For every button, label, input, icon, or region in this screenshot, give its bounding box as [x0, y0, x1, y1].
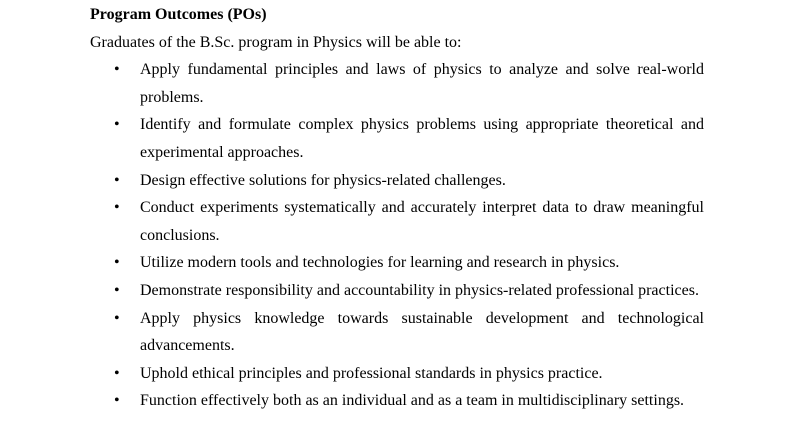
outcome-text: Apply physics knowledge towards sustainable development and technological advancements. [140, 309, 704, 355]
bullet-icon: • [114, 254, 120, 272]
outcome-item [90, 249, 704, 277]
outcome-text: Design effective solutions for physics-related challenges. [140, 171, 506, 189]
bullet-icon: • [114, 364, 120, 382]
outcome-text: Demonstrate responsibility and accountability in physics-related professional practices. [140, 281, 699, 299]
outcome-item [90, 305, 704, 360]
outcome-text: Function effectively both as an individual and as a team in multidisciplinary settings. [140, 392, 685, 410]
outcome-item [90, 111, 704, 166]
outcome-item [90, 167, 704, 195]
outcome-text: Apply fundamental principles and laws of physics to analyze and solve real-world problems. [140, 61, 704, 106]
outcome-item [90, 277, 704, 305]
intro-paragraph: Graduates of the B.Sc. program in Physics will be able to: [90, 33, 462, 51]
bullet-icon: • [114, 392, 120, 410]
outcome-item [90, 194, 704, 249]
section-heading: Program Outcomes (POs) [90, 6, 267, 23]
outcome-item [90, 56, 704, 111]
outcome-item [90, 360, 704, 388]
bullet-icon: • [114, 171, 120, 189]
outcome-item [90, 387, 704, 415]
bullet-icon: • [114, 61, 120, 79]
outcomes-list [90, 56, 704, 415]
outcome-text: Conduct experiments systematically and accurately interpret data to draw meaningful conclusions. [140, 199, 704, 244]
outcome-text: Utilize modern tools and technologies for learning and research in physics. [140, 254, 620, 272]
outcome-text: Identify and formulate complex physics problems using appropriate theoretical and experimental approaches. [140, 116, 704, 161]
bullet-icon: • [114, 281, 120, 299]
bullet-icon: • [114, 309, 120, 327]
bullet-icon: • [114, 116, 120, 134]
outcome-text: Uphold ethical principles and professional standards in physics practice. [140, 364, 603, 382]
bullet-icon: • [114, 199, 120, 217]
